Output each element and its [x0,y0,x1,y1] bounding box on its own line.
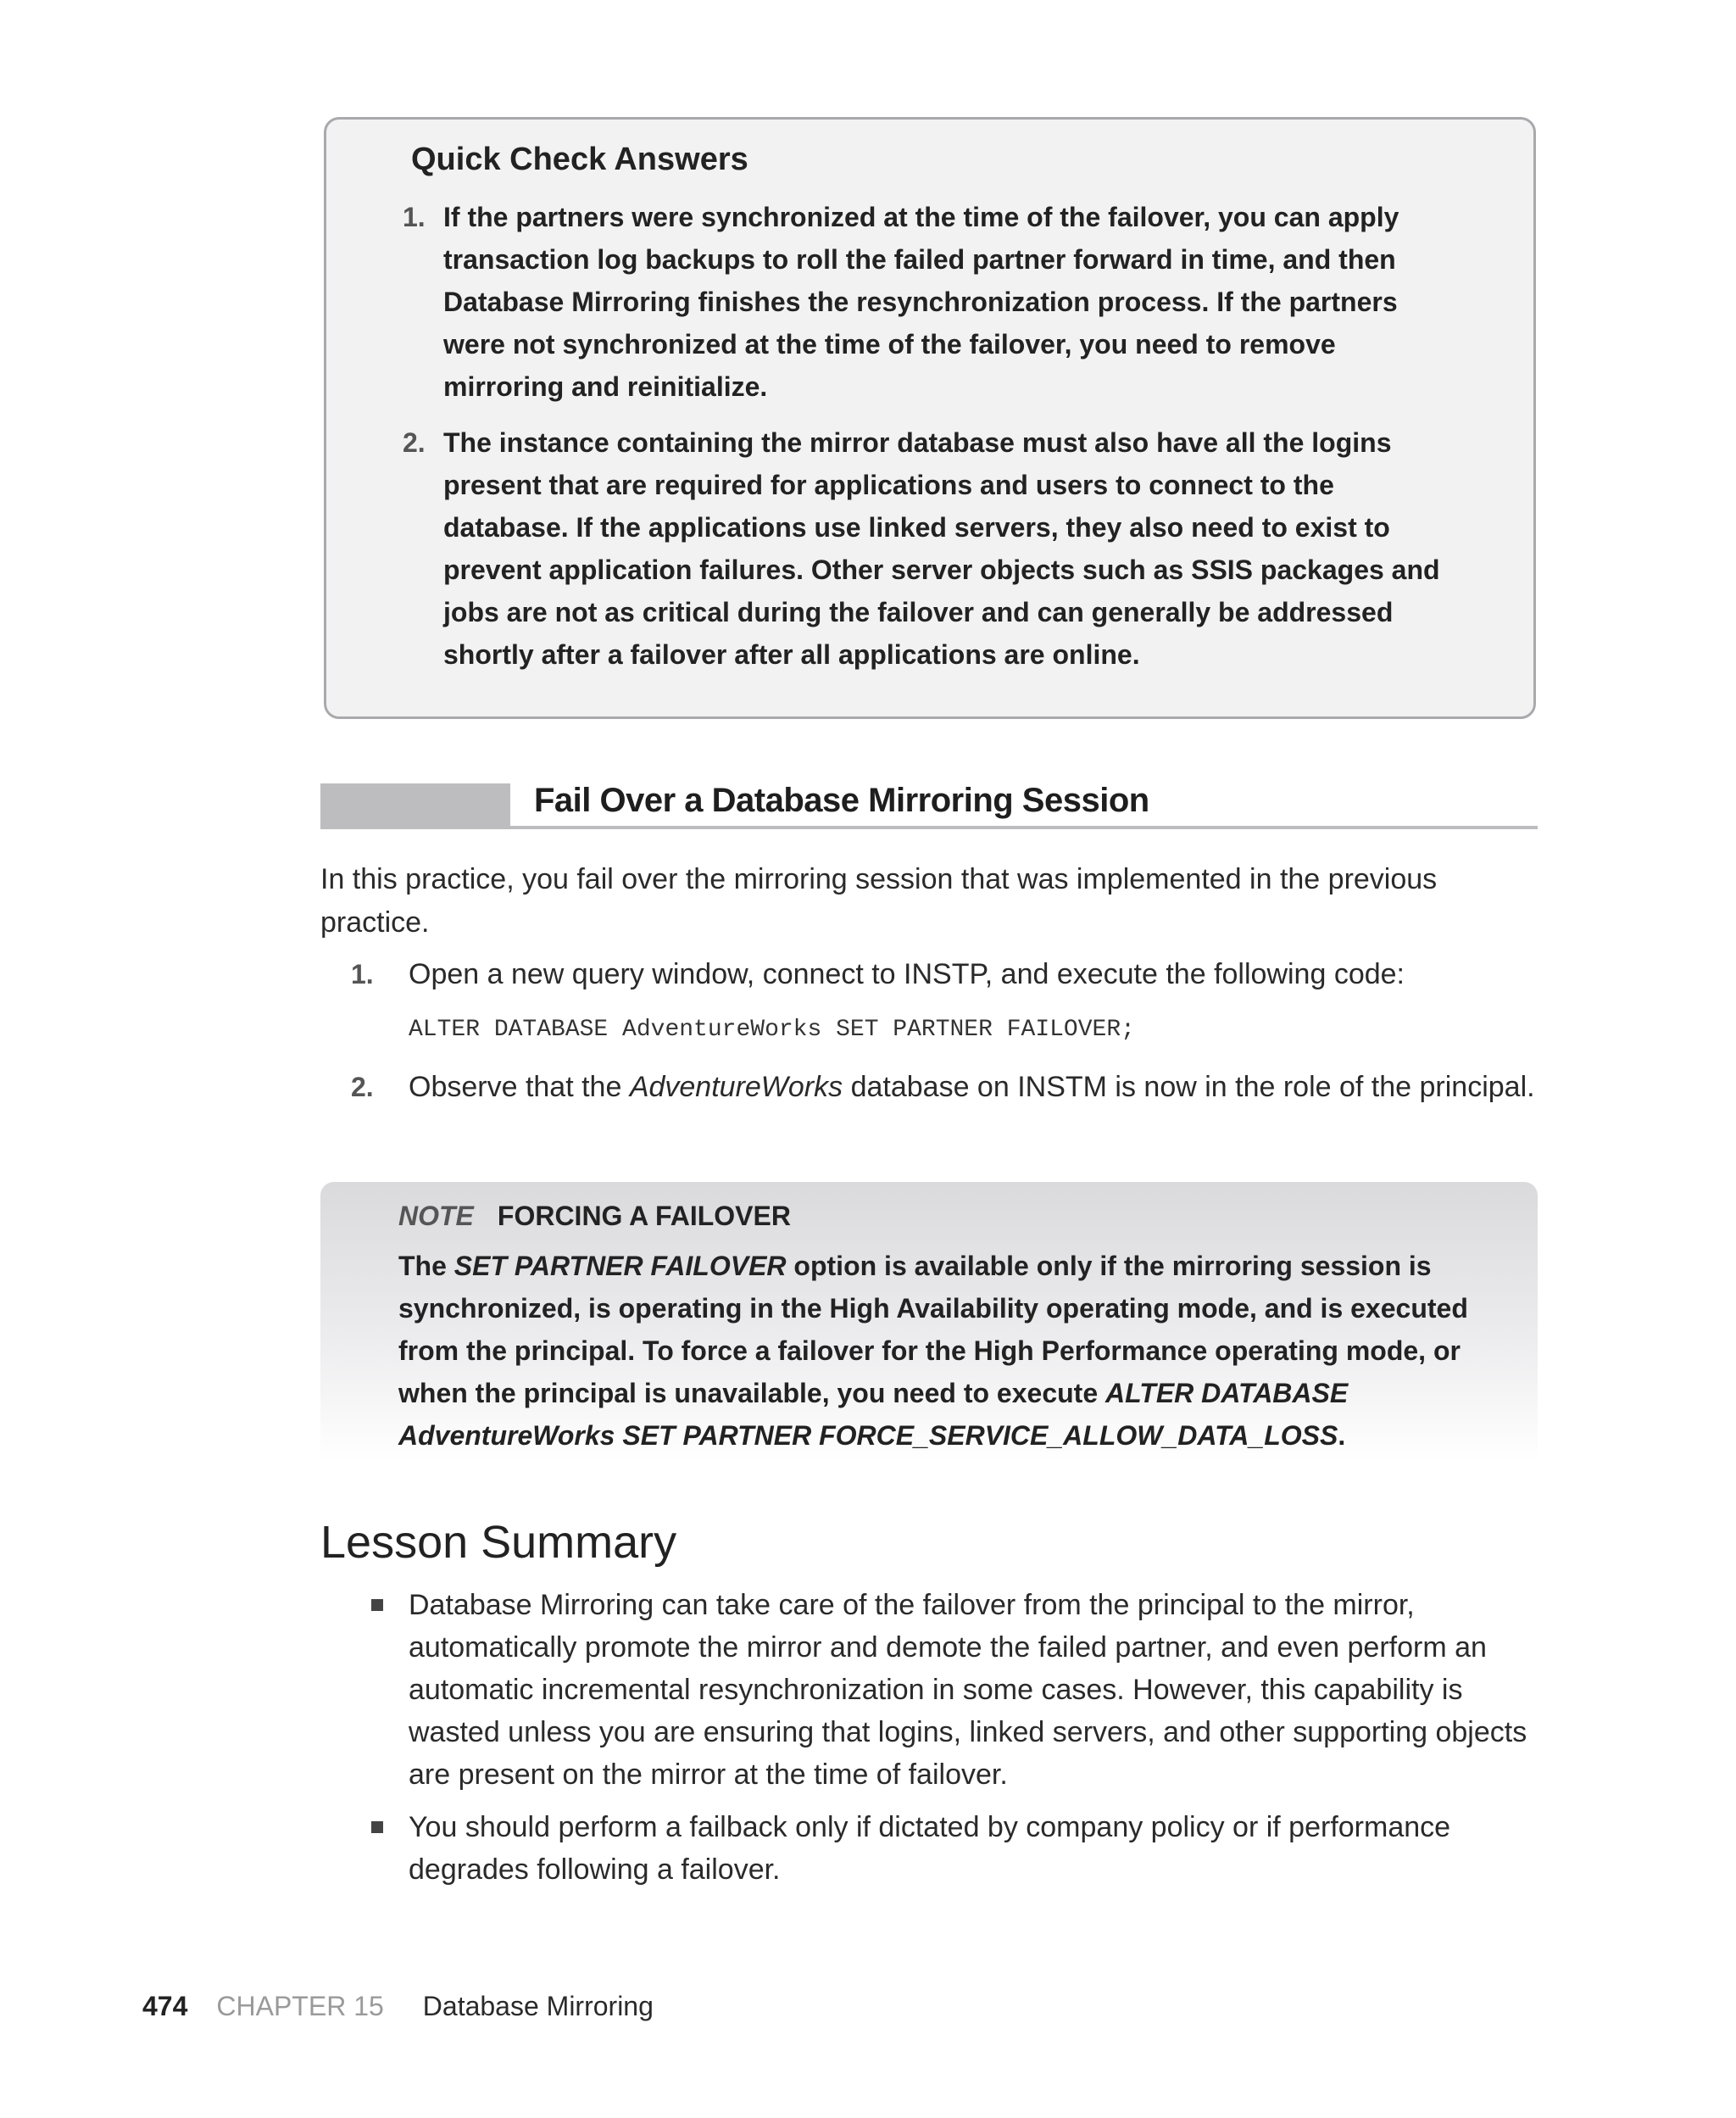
page-footer [142,1991,654,2022]
list-item [320,1584,1538,1796]
practice-step [320,953,1538,1047]
practice-step [320,1066,1538,1109]
quick-check-item [403,421,1462,676]
lesson-summary-list [320,1584,1538,1901]
step-number: 2. [351,1072,374,1102]
square-bullet-icon [371,1821,383,1833]
quick-check-item [403,196,1462,408]
note-body [398,1245,1492,1457]
practice-heading-bar [320,783,510,829]
quick-check-title: Quick Check Answers [411,142,748,177]
step-text: database on INSTM is now in the role of the principal. [843,1071,1535,1103]
step-text: Observe that the [409,1071,630,1103]
list-item [320,1806,1538,1891]
note-label: NOTE [398,1201,474,1231]
step-text: Open a new query window, connect to INSTP, and execute the following code: [409,958,1405,990]
chapter-title: Database Mirroring [422,1991,654,2021]
note-heading-text: FORCING A FAILOVER [497,1201,791,1231]
item-number: 1. [403,202,426,232]
item-text: The instance containing the mirror database must also have all the logins present that are required for applications and users to connect to the database. If the applications use linked servers, they also need to exist to prevent application failures. Other server objects such as SSIS packages and jobs are not as critical during the failover and can generally be addressed shortly after a failover after all applications are online. [443,427,1440,670]
chapter-label: CHAPTER 15 [216,1991,384,2021]
note-text: . [1338,1420,1346,1451]
practice-steps [320,953,1538,1109]
practice-title: Fail Over a Database Mirroring Session [534,782,1149,819]
note-text: The [398,1251,454,1281]
practice-heading-rule [510,826,1538,829]
square-bullet-icon [371,1599,383,1611]
quick-check-list [403,196,1462,689]
list-item-text: Database Mirroring can take care of the failover from the principal to the mirror, automatically promote the mirror and demote the failed partner, and even perform an automatic incremental resynchronization in some cases. However, this capability is wasted unless you are ensuring that logins, linked servers, and other supporting objects are present on the mirror at the time of failover. [409,1589,1527,1791]
lesson-summary-title: Lesson Summary [320,1517,677,1568]
item-text: If the partners were synchronized at the time of the failover, you can apply transaction log backups to roll the failed partner forward in time, and then Database Mirroring finishes the resynchronization process. If the partners were not synchronized at the time of the failover, you need to remove mirroring and reinitialize. [443,202,1399,402]
code-snippet: ALTER DATABASE AdventureWorks SET PARTNER FAILOVER; [409,1017,1135,1043]
note-text-italic: ALTER DATABASE AdventureWorks SET PARTNER FORCE_SERVICE_ALLOW_DATA_LOSS [398,1378,1349,1451]
note-heading [398,1201,791,1232]
step-text-italic: AdventureWorks [629,1071,843,1103]
item-number: 2. [403,427,426,458]
practice-intro: In this practice, you fail over the mirroring session that was implemented in the previous practice. [320,863,1438,939]
page-number: 474 [142,1991,188,2021]
quick-check-box [324,117,1536,719]
note-text: option is available only if the mirroring session is synchronized, is operating in the High Availability operating mode, and is executed from the principal. To force a failover for the High Performance operating mode, or when the principal is unavailable, you need to execute [398,1251,1468,1408]
note-box [320,1182,1538,1462]
list-item-text: You should perform a failback only if dictated by company policy or if performance degrades following a failover. [409,1811,1451,1886]
note-text-italic: SET PARTNER FAILOVER [453,1251,787,1281]
step-number: 1. [351,959,374,989]
